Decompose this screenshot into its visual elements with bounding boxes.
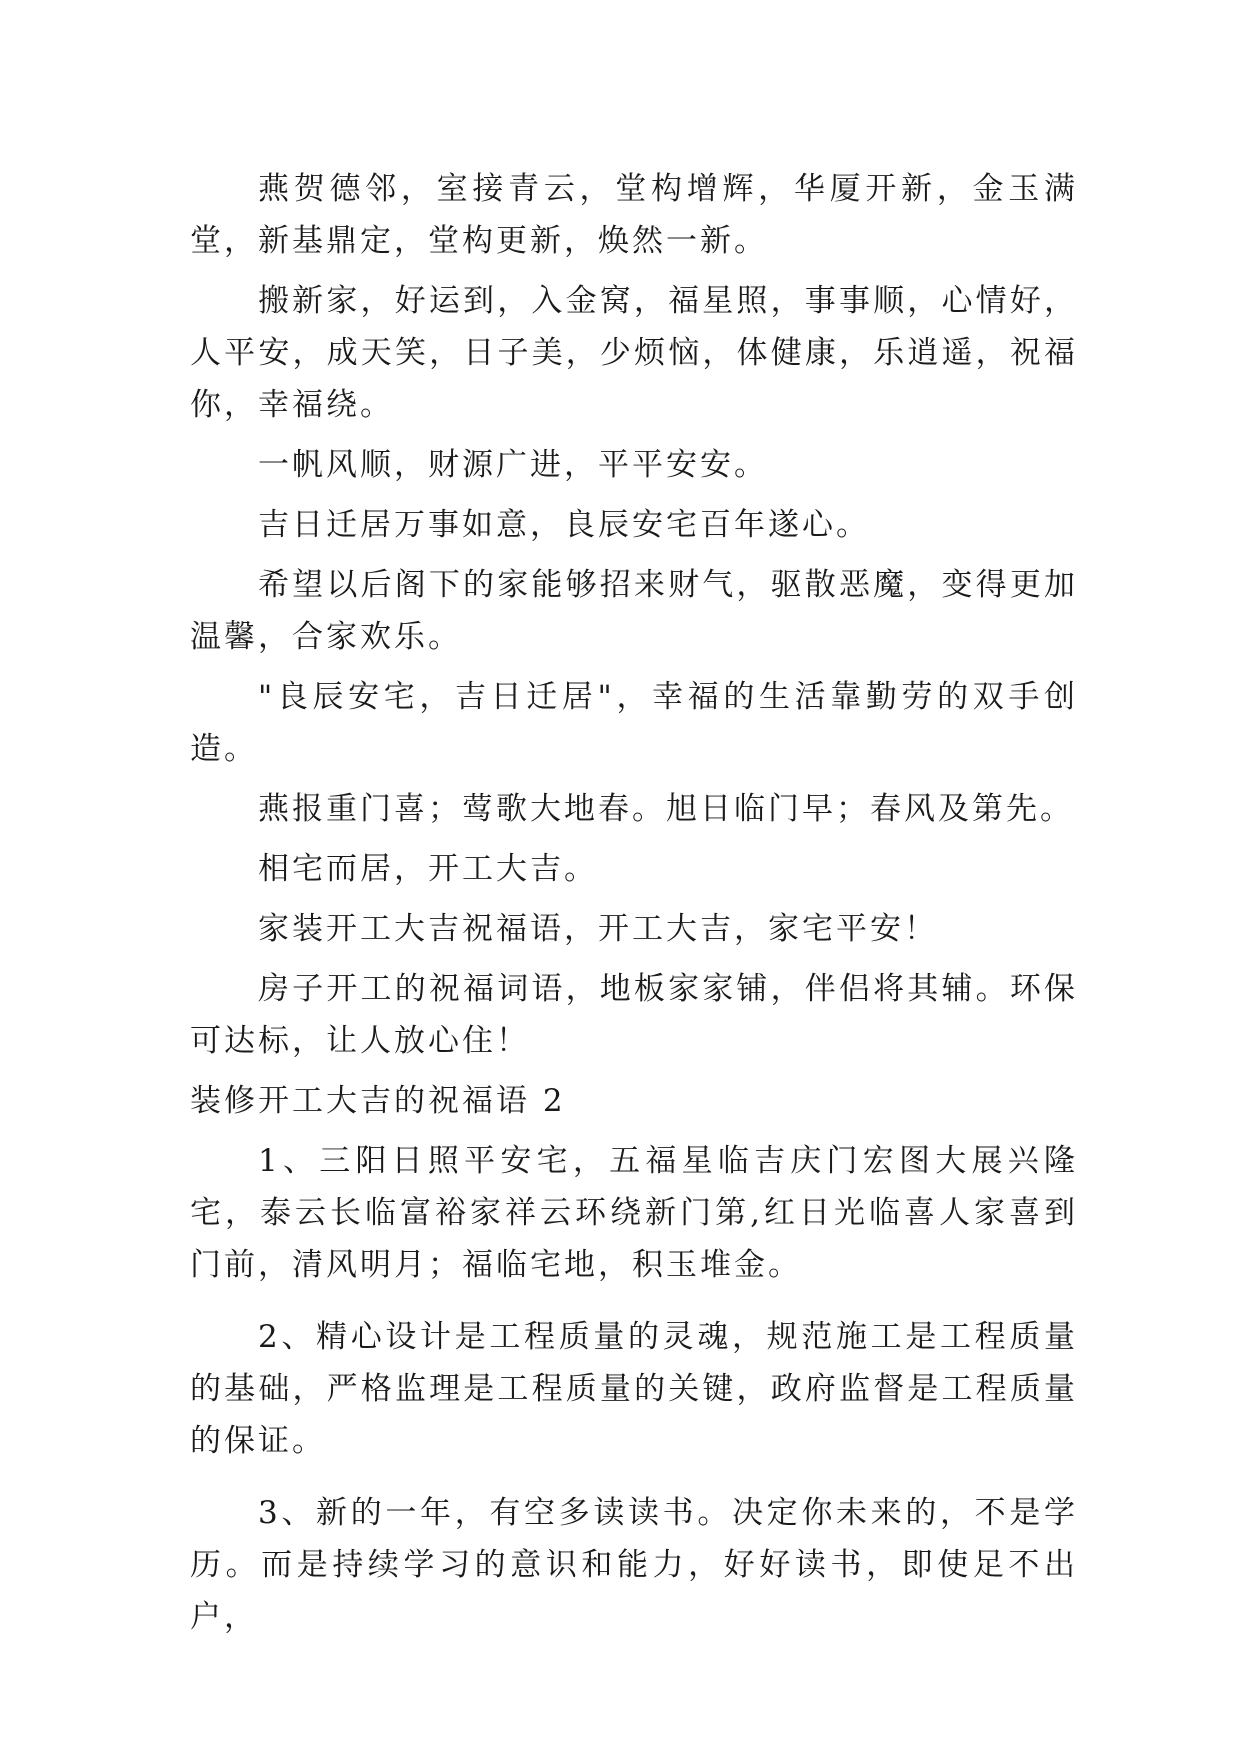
paragraph: 家装开工大吉祝福语，开工大吉，家宅平安！ xyxy=(258,911,938,947)
paragraph: 一帆风顺，财源广进，平平安安。 xyxy=(258,447,768,483)
paragraph: "良辰安宅，吉日迁居"，幸福的生活靠勤劳的双手创造。 xyxy=(190,679,1078,767)
document-body xyxy=(190,163,1078,1651)
section-heading: 装修开工大吉的祝福语 2 xyxy=(190,1083,566,1119)
paragraph: 希望以后阁下的家能够招来财气，驱散恶魔，变得更加温馨，合家欢乐。 xyxy=(190,567,1078,655)
paragraph: 吉日迁居万事如意，良辰安宅百年遂心。 xyxy=(258,507,870,543)
numbered-paragraph: 3、新的一年，有空多读读书。决定你未来的，不是学历。而是持续学习的意识和能力，好好读书，即使足不出户， xyxy=(190,1495,1078,1635)
paragraph: 搬新家，好运到，入金窝，福星照，事事顺，心情好，人平安，成天笑，日子美，少烦恼，体健康，乐逍遥，祝福你，幸福绕。 xyxy=(190,283,1078,423)
paragraph: 房子开工的祝福词语，地板家家铺，伴侣将其辅。环保可达标，让人放心住！ xyxy=(190,971,1078,1059)
numbered-paragraph: 1、三阳日照平安宅，五福星临吉庆门宏图大展兴隆宅，泰云长临富裕家祥云环绕新门第,红日光临喜人家喜到门前，清风明月；福临宅地，积玉堆金。 xyxy=(190,1143,1078,1283)
paragraph: 燕报重门喜；莺歌大地春。旭日临门早；春风及第先。 xyxy=(258,791,1074,827)
paragraph: 燕贺德邻，室接青云，堂构增辉，华厦开新，金玉满堂，新基鼎定，堂构更新，焕然一新。 xyxy=(190,171,1078,259)
numbered-paragraph: 2、精心设计是工程质量的灵魂，规范施工是工程质量的基础，严格监理是工程质量的关键，政府监督是工程质量的保证。 xyxy=(190,1319,1078,1459)
paragraph: 相宅而居，开工大吉。 xyxy=(258,851,598,887)
